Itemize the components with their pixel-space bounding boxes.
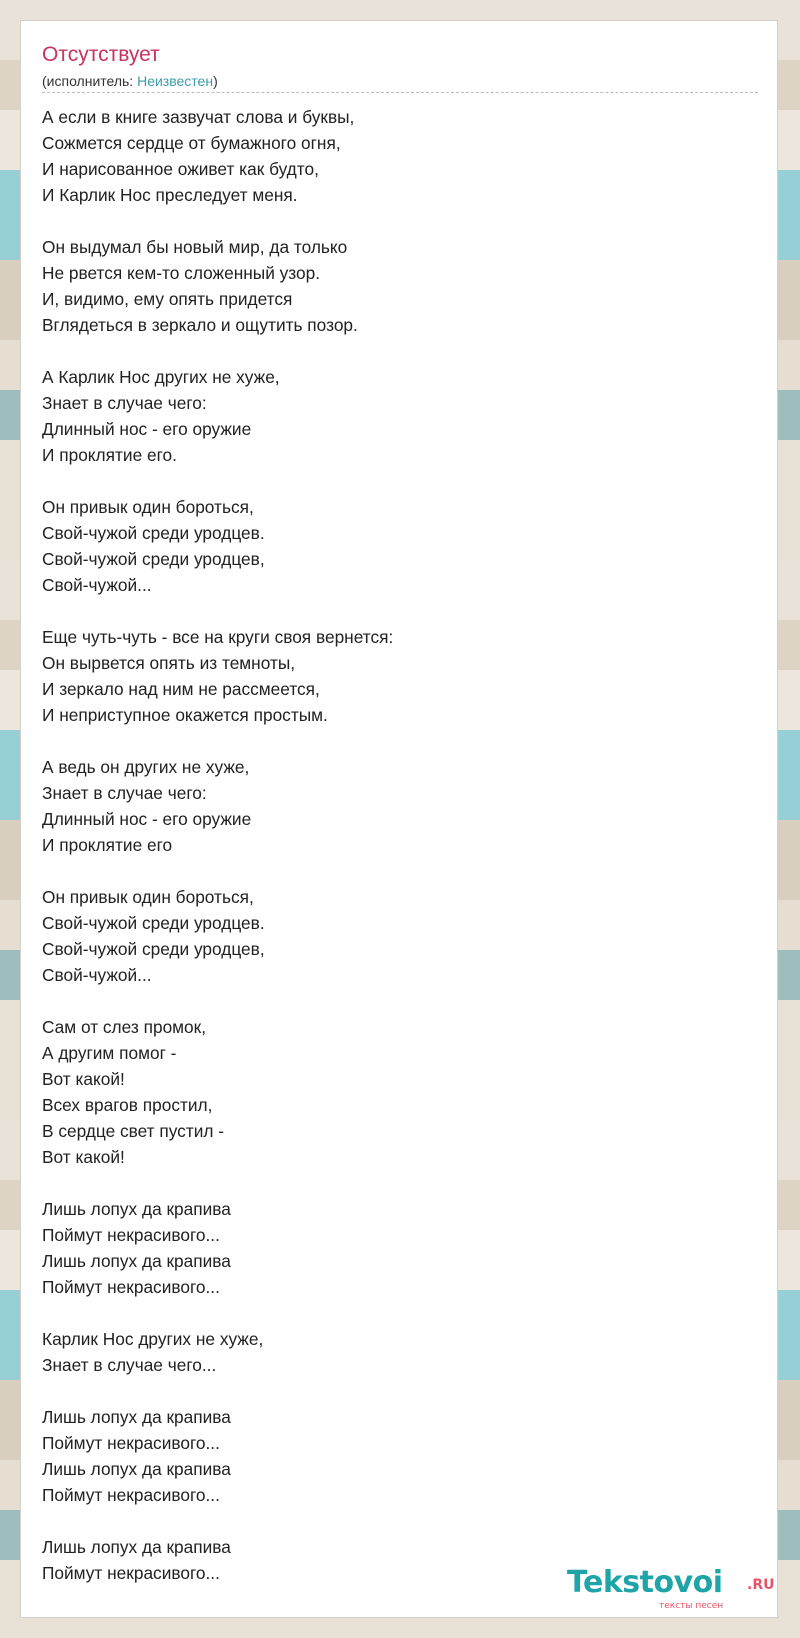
lyric-line: Он привык один бороться, (42, 887, 254, 907)
lyric-line: Вот какой! (42, 1147, 125, 1167)
lyric-line: И зеркало над ним не рассмеется, (42, 679, 320, 699)
lyric-line: Он выдумал бы новый мир, да только (42, 237, 348, 257)
lyric-line: А если в книге зазвучат слова и буквы, (42, 107, 355, 127)
lyric-line: Он вырвется опять из темноты, (42, 653, 296, 673)
lyric-line: И, видимо, ему опять придется (42, 289, 293, 309)
lyric-line: Лишь лопух да крапива (42, 1459, 231, 1479)
lyric-line: Сам от слез промок, (42, 1017, 207, 1037)
lyric-line: Лишь лопух да крапива (42, 1251, 231, 1271)
lyrics-text (42, 104, 758, 1612)
lyrics-stanza (42, 364, 758, 468)
lyric-line: Вглядеться в зеркало и ощутить позор. (42, 315, 358, 335)
lyric-line: Лишь лопух да крапива (42, 1537, 231, 1557)
lyric-line: И нарисованное оживет как будто, (42, 159, 319, 179)
logo-brand: Tekstovoi (567, 1565, 723, 1600)
lyric-line: Сожмется сердце от бумажного огня, (42, 133, 341, 153)
lyric-line: И Карлик Нос преследует меня. (42, 185, 298, 205)
lyric-line: Поймут некрасивого... (42, 1563, 220, 1583)
lyric-line: Длинный нос - его оружие (42, 809, 252, 829)
lyrics-stanza (42, 1196, 758, 1300)
performer-line (42, 73, 218, 89)
lyric-line: Не рвется кем-то сложенный узор. (42, 263, 321, 283)
lyric-line: Знает в случае чего: (42, 393, 207, 413)
lyric-line: Еще чуть-чуть - все на круги своя вернется: (42, 627, 394, 647)
lyric-line: Лишь лопух да крапива (42, 1407, 231, 1427)
lyric-line: Поймут некрасивого... (42, 1225, 220, 1245)
lyrics-stanza (42, 494, 758, 598)
song-title: Отсутствует (42, 43, 160, 66)
lyric-line: Свой-чужой среди уродцев. (42, 523, 265, 543)
lyric-line: Свой-чужой... (42, 965, 152, 985)
title-divider (42, 92, 758, 93)
lyrics-stanza (42, 624, 758, 728)
lyric-line: Он привык один бороться, (42, 497, 254, 517)
lyric-line: Поймут некрасивого... (42, 1485, 220, 1505)
lyrics-stanza (42, 884, 758, 988)
lyric-line: Свой-чужой среди уродцев, (42, 939, 265, 959)
lyric-line: Вот какой! (42, 1069, 125, 1089)
lyric-line: Свой-чужой... (42, 575, 152, 595)
lyrics-stanza (42, 1404, 758, 1508)
lyrics-stanza (42, 1014, 758, 1170)
lyric-line: Длинный нос - его оружие (42, 419, 252, 439)
lyric-line: А Карлик Нос других не хуже, (42, 367, 280, 387)
performer-suffix: ) (213, 73, 218, 89)
lyric-line: Свой-чужой среди уродцев, (42, 549, 265, 569)
logo-tld: .RU (747, 1577, 775, 1593)
lyrics-card (20, 20, 778, 1618)
lyric-line: Знает в случае чего... (42, 1355, 217, 1375)
lyric-line: Поймут некрасивого... (42, 1433, 220, 1453)
lyric-line: Знает в случае чего: (42, 783, 207, 803)
lyrics-stanza (42, 754, 758, 858)
lyric-line: И проклятие его. (42, 445, 177, 465)
lyrics-stanza (42, 234, 758, 338)
lyric-line: А другим помог - (42, 1043, 177, 1063)
lyrics-stanza (42, 1326, 758, 1378)
performer-link[interactable]: Неизвестен (137, 73, 214, 89)
lyric-line: В сердце свет пустил - (42, 1121, 225, 1141)
lyric-line: Всех врагов простил, (42, 1095, 213, 1115)
lyric-line: Поймут некрасивого... (42, 1277, 220, 1297)
lyric-line: И неприступное окажется простым. (42, 705, 328, 725)
performer-prefix: (исполнитель: (42, 73, 138, 89)
lyric-line: Лишь лопух да крапива (42, 1199, 231, 1219)
lyric-line: Свой-чужой среди уродцев. (42, 913, 265, 933)
lyrics-stanza (42, 104, 758, 208)
lyric-line: Карлик Нос других не хуже, (42, 1329, 264, 1349)
logo-tagline: тексты песен (659, 1601, 724, 1611)
lyric-line: А ведь он других не хуже, (42, 757, 250, 777)
site-logo[interactable] (567, 1565, 777, 1615)
lyric-line: И проклятие его (42, 835, 173, 855)
